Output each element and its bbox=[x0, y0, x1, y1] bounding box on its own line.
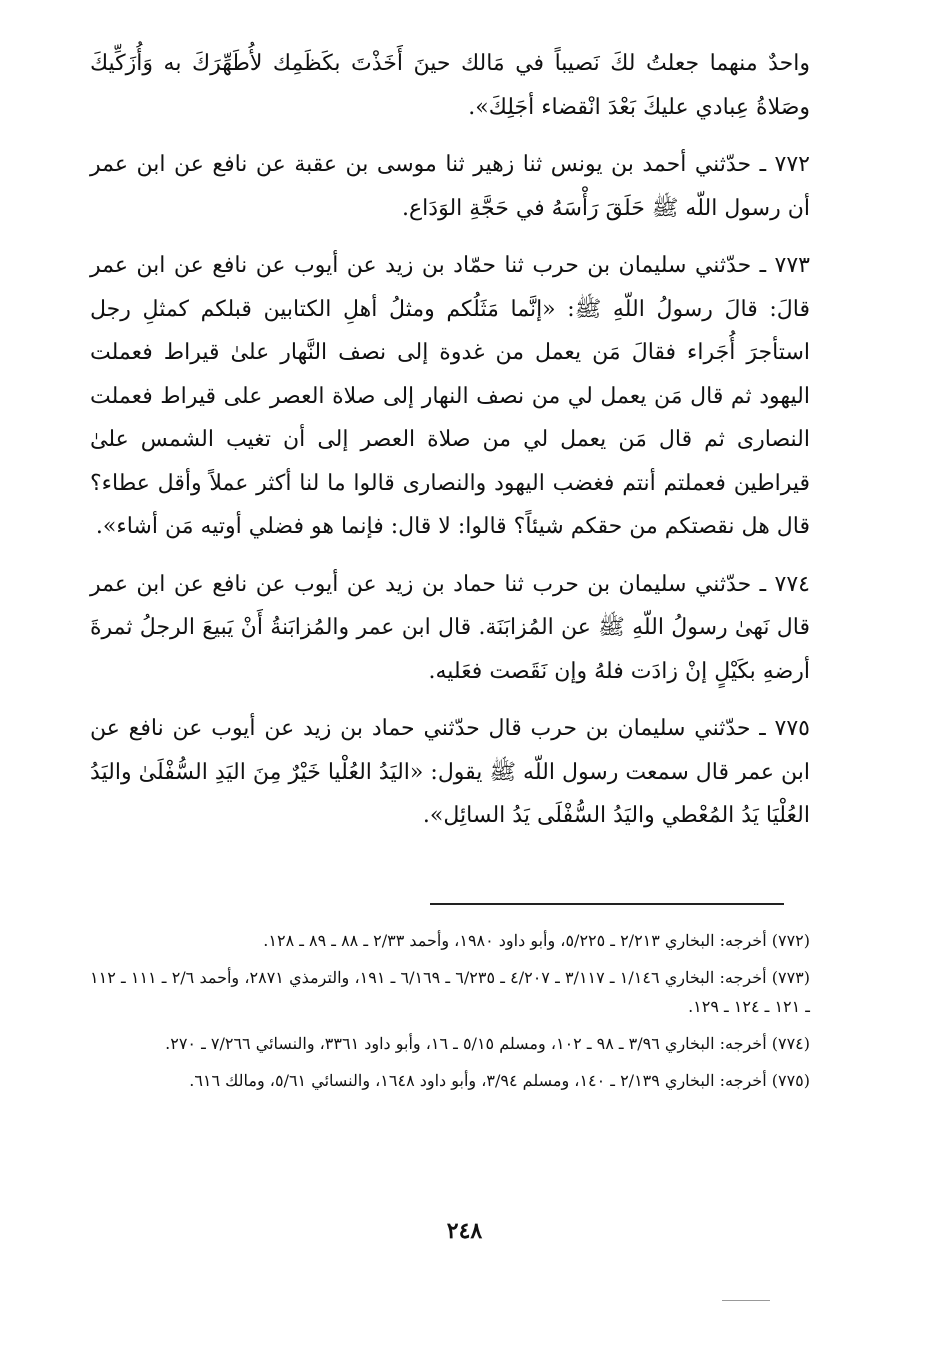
hadith-774: ٧٧٤ ـ حدّثني سليمان بن حرب ثنا حماد بن زيد عن أيوب عن نافع عن ابن عمر قال نَهىٰ رسولُ اللّهِ ﷺ عن المُزابَنَة. قال ابن عمر والمُزابَنةُ أَنْ يَبيعَ الرجلُ ثمرةَ أرضهِ بكَيْلٍ إنْ زادَت فلهُ وإن نَقَصت فعَليه. bbox=[90, 571, 810, 684]
hadith-773: ٧٧٣ ـ حدّثني سليمان بن حرب ثنا حمّاد بن زيد عن أيوب عن نافع عن ابن عمر قالَ: قالَ رسولُ اللّهِ ﷺ: «إنَّما مَثَلُكم ومثلُ أهلِ الكتابين قبلكم كمثلِ رجل استأجرَ أُجَراء فقالَ مَن يعمل من غدوة إلى نصف النَّهار علىٰ قيراط فعملت اليهود ثم قال مَن يعمل لي من نصف النهار إلى صلاة العصر على قيراط فعملت النصارى ثم قال مَن يعمل لي من صلاة العصر إلى أن تغيب الشمس علىٰ قيراطين فعملتم أنتم فغضب اليهود والنصارى قالوا ما لنا أكثر عملاً وأقل عطاء؟ قال هل نقصتكم من حقكم شيئاً؟ قالوا: لا قال: فإنما هو فضلي أوتيه مَن أشاء». bbox=[90, 253, 810, 539]
footnote-772: (٧٧٢) أخرجه: البخاري ٢/٢١٣ ـ ٥/٢٢٥، وأبو داود ١٩٨٠، وأحمد ٢/٣٣ ـ ٨٨ ـ ٨٩ ـ ١٢٨. bbox=[263, 931, 810, 950]
hadith-775: ٧٧٥ ـ حدّثني سليمان بن حرب قال حدّثني حماد بن زيد عن أيوب عن نافع عن ابن عمر قال سمعت رسول اللّه ﷺ يقول: «اليَدُ العُلْيا خَيْرٌ مِنَ اليَدِ السُّفْلَىٰ واليَدُ العُلْيَا يَدُ المُعْطي واليَدُ السُّفْلَى يَدُ السائِل». bbox=[90, 716, 810, 828]
footnote-773: (٧٧٣) أخرجه: البخاري ١/١٤٦ ـ ٣/١١٧ ـ ٤/٢٠٧ ـ ٦/٢٣٥ ـ ٦/١٦٩ ـ ١٩١، والترمذي ٢٨٧١، وأحمد ٢/٦ ـ ١١١ ـ ١١٢ ـ ١٢١ ـ ١٢٤ ـ ١٢٩. bbox=[90, 968, 811, 1016]
scan-mark bbox=[722, 1300, 770, 1301]
page-number: ٢٤٨ bbox=[446, 1218, 483, 1244]
footnote-divider bbox=[430, 903, 784, 905]
hadith-772: ٧٧٢ ـ حدّثني أحمد بن يونس ثنا زهير ثنا موسى بن عقبة عن نافع عن ابن عمر أن رسول اللّه ﷺ حَلَقَ رَأْسَهُ في حَجَّةِ الوَدَاع. bbox=[90, 152, 810, 221]
main-text bbox=[90, 42, 810, 852]
footnote-774: (٧٧٤) أخرجه: البخاري ٣/٩٦ ـ ٩٨ ـ ١٠٢، ومسلم ٥/١٥ ـ ١٦، وأبو داود ٣٣٦١، والنسائي ٧/٢٦٦ ـ ٢٧٠. bbox=[165, 1034, 810, 1053]
footnotes bbox=[90, 926, 810, 1103]
footnote-775: (٧٧٥) أخرجه: البخاري ٢/١٣٩ ـ ١٤٠، ومسلم ٣/٩٤، وأبو داود ١٦٤٨، والنسائي ٥/٦١، ومالك ٦١٦. bbox=[189, 1071, 810, 1090]
paragraph: واحدٌ منهما جعلتُ لكَ نَصيباً في مَالك حينَ أَخَذْتَ بكَظَمِك لأُطَهِّرَكَ به وَأُزَكِّيكَ وصَلاةُ عِبادي عليكَ بَعْدَ انْقضاء أجَلِكَ». bbox=[90, 51, 810, 120]
